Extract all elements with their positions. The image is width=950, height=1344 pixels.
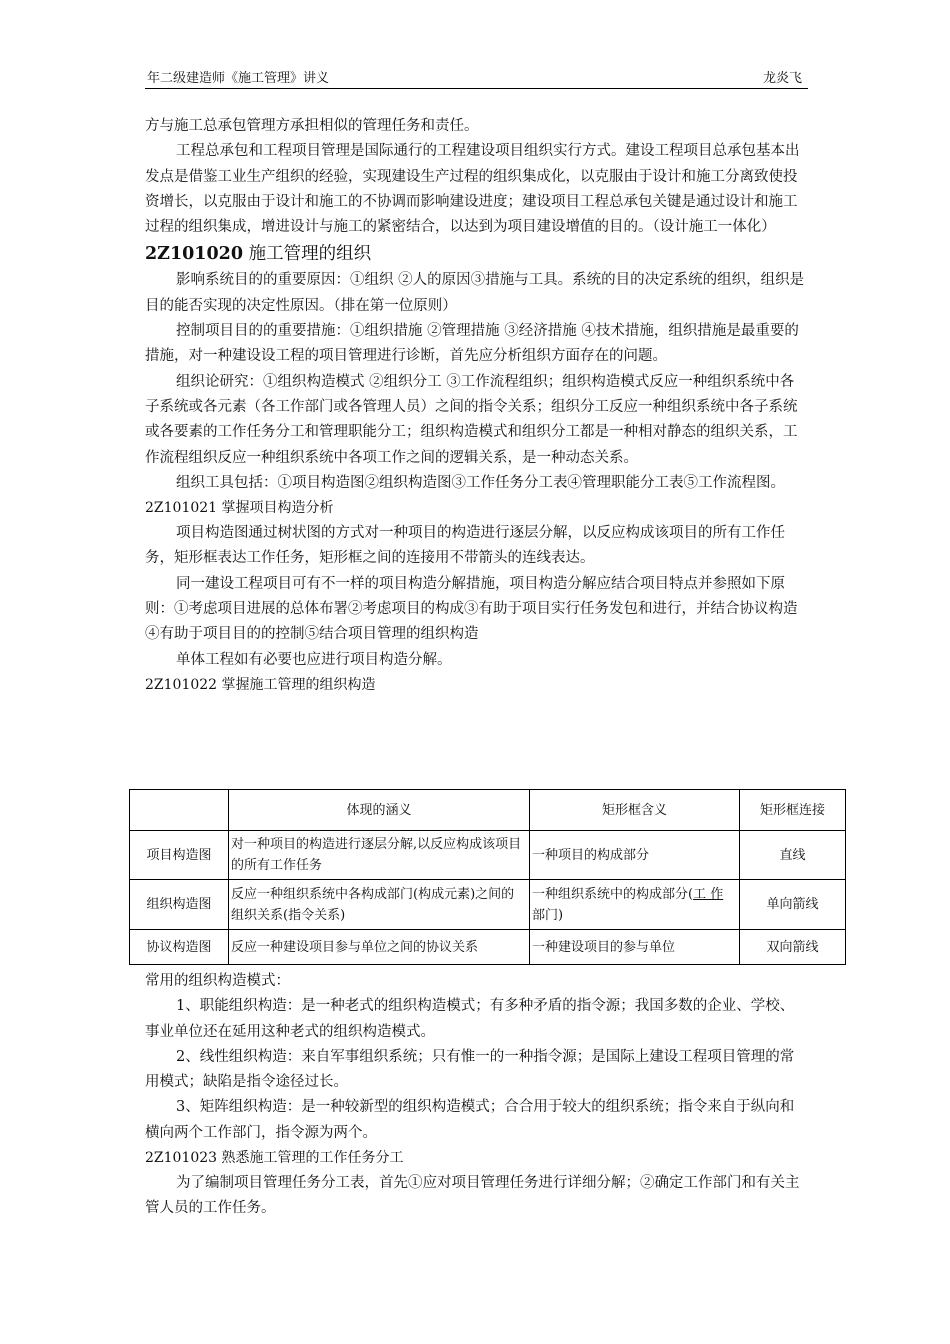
table-row [130, 930, 846, 965]
row-meaning: 对一种项目的构造进行逐层分解,以反应构成该项目的所有工作任务 [229, 831, 530, 880]
row-name: 组织构造图 [130, 880, 229, 930]
subsection-heading: 2Z101021 掌握项目构造分析 [145, 500, 334, 517]
row-name: 项目构造图 [130, 831, 229, 880]
paragraph: 工程总承包和工程项目管理是国际通行的工程建设项目组织实行方式。建设工程项目总承包基本出发点是借鉴工业生产组织的经验，实现建设生产过程的组织集成化，以克服由于设计和施工分离致使投资增长，以克服由于设计和施工的不协调而影响建设进度；建设项目工程总承包关键是通过设计和施工过程的组织集成，增进设计与施工的紧密结合，以达到为项目建设增值的目的。（设计施工一体化） [145, 143, 800, 236]
paragraph: 控制项目目的的重要措施：①组织措施 ②管理措施 ③经济措施 ④技术措施，组织措施是最重要的措施，对一种建设设工程的项目管理进行诊断，首先应分析组织方面存在的问题。 [145, 323, 799, 365]
document-body-continued [145, 969, 805, 1222]
row-meaning: 反应一种建设项目参与单位之间的协议关系 [229, 930, 530, 965]
table-row [130, 831, 846, 880]
paragraph: 项目构造图通过树状图的方式对一种项目的构造进行逐层分解，以反应构成该项目的所有工作任务，矩形框表达工作任务，矩形框之间的连接用不带箭头的连线表达。 [145, 525, 785, 567]
header-author: 龙炎飞 [762, 71, 802, 86]
row-connection: 直线 [740, 831, 846, 880]
paragraph: 影响系统目的的重要原因：①组织 ②人的原因③措施与工具。系统的目的决定系统的组织，组织是目的能否实现的决定性原因。（排在第一位原则） [145, 272, 805, 314]
document-body [145, 114, 805, 698]
paragraph: 为了编制项目管理任务分工表，首先①应对项目管理任务进行详细分解；②确定工作部门和有关主管人员的工作任务。 [145, 1175, 800, 1217]
paragraph: 单体工程如有必要也应进行项目构造分解。 [176, 651, 452, 668]
row-box: 一种项目的构成部分 [530, 831, 740, 880]
table-header-row [130, 790, 846, 831]
section-code: 2Z101020 [145, 244, 244, 265]
table-header-cell: 矩形框连接 [740, 790, 846, 831]
subsection-heading: 2Z101023 熟悉施工管理的工作任务分工 [145, 1150, 404, 1167]
row-connection: 单向箭线 [740, 880, 846, 930]
row-connection: 双向箭线 [740, 930, 846, 965]
row-meaning: 反应一种组织系统中各构成部门(构成元素)之间的组织关系(指令关系) [229, 880, 530, 930]
table-header-cell [130, 790, 229, 831]
row-box [530, 880, 740, 930]
paragraph: 常用的组织构造模式： [145, 973, 290, 989]
paragraph: 组织论研究：①组织构造模式 ②组织分工 ③工作流程组织；组织构造模式反应一种组织系统中各子系统或各元素（各工作部门或各管理人员）之间的指令关系；组织分工反应一种组织系统中各子系统或各要素的工作任务分工和管理职能分工；组织构造模式和组织分工都是一种相对静态的组织关系，工作流程组织反应一种组织系统中各项工作之间的逻辑关系，是一种动态关系。 [145, 373, 798, 466]
paragraph: 2、线性组织构造：来自军事组织系统；只有惟一的一种指令源；是国际上建设工程项目管理的常用模式；缺陷是指令途径过长。 [145, 1048, 795, 1091]
paragraph: 组织工具包括：①项目构造图②组织构造图③工作任务分工表④管理职能分工表⑤工作流程图。 [176, 474, 785, 491]
subsection-heading: 2Z101022 掌握施工管理的组织构造 [145, 676, 376, 693]
header-title: 年二级建造师《施工管理》讲义 [147, 71, 330, 86]
page-header [145, 66, 808, 89]
row-box-text: 部门) [532, 907, 564, 923]
org-structure-table [129, 789, 846, 965]
row-box: 一种建设项目的参与单位 [530, 930, 740, 965]
paragraph: 1、职能组织构造：是一种老式的组织构造模式；有多种矛盾的指令源；我国多数的企业、学校、事业单位还在延用这种老式的组织构造模式。 [145, 998, 795, 1040]
table-header-cell: 矩形框含义 [530, 790, 740, 831]
paragraph: 同一建设工程项目可有不一样的项目构造分解措施，项目构造分解应结合项目特点并参照如下原则：①考虑项目进展的总体布署②考虑项目的构成③有助于项目实行任务发包和进行，并结合协议构造④有助于项目目的的控制⑤结合项目管理的组织构造 [145, 575, 798, 643]
row-box-underlined: 工 作 [693, 886, 724, 902]
section-heading [145, 240, 805, 268]
row-name: 协议构造图 [130, 930, 229, 965]
paragraph: 方与施工总承包管理方承担相似的管理任务和责任。 [145, 118, 479, 134]
paragraph: 3、矩阵组织构造：是一种较新型的组织构造模式；合合用于较大的组织系统；指令来自于纵向和横向两个工作部门，指令源为两个。 [145, 1099, 795, 1141]
table-header-cell: 体现的涵义 [229, 790, 530, 831]
table-row [130, 880, 846, 930]
row-box-text: 一种组织系统中的构成部分( [532, 886, 694, 902]
section-title: 施工管理的组织 [243, 244, 372, 265]
